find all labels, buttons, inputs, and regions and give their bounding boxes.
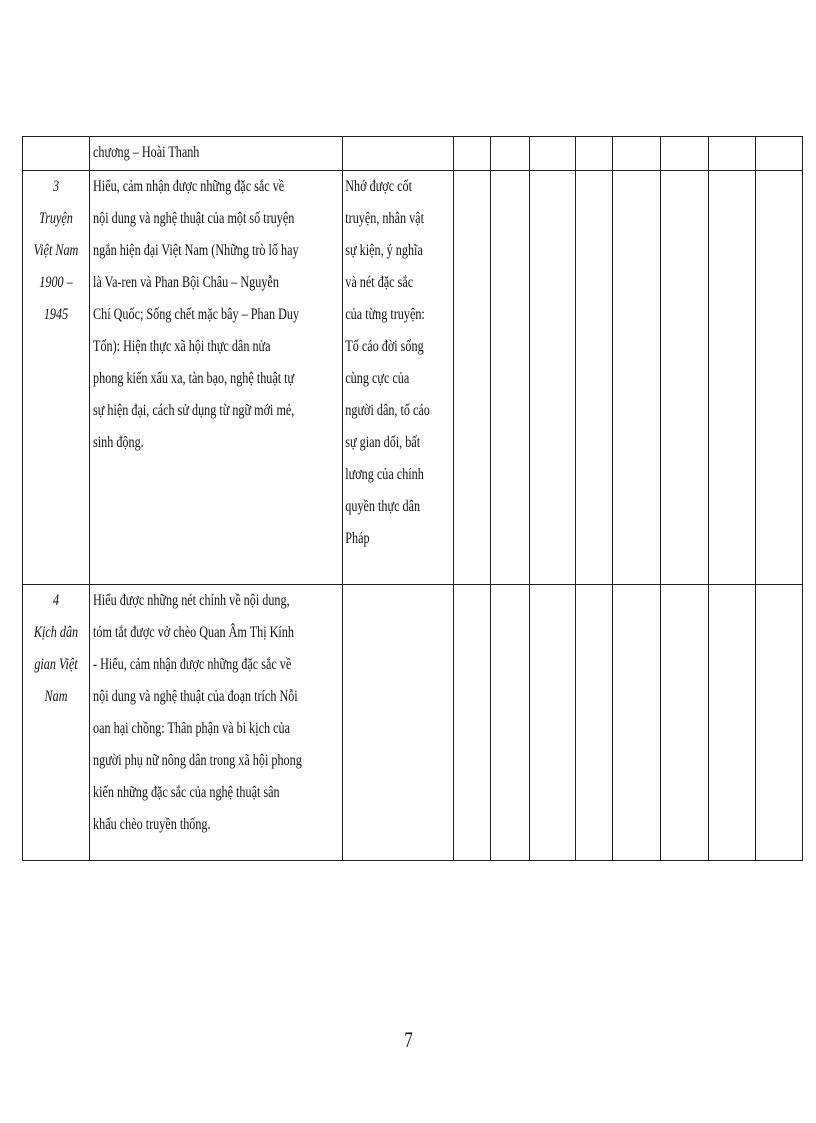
topic-label [31,171,81,331]
skill-line: cùng cực của [345,370,410,387]
topic-cell [23,171,90,585]
topic-line: 1945 [43,306,69,323]
empty-cell [530,585,576,861]
content-line: sự hiện đại, cách sử dụng từ ngữ mới mẻ, [93,402,295,419]
empty-cell [756,171,803,585]
empty-cell [530,171,576,585]
skill-line: truyện, nhân vật [345,210,424,227]
empty-cell [613,171,661,585]
content-cell [90,137,343,171]
table-row [23,137,803,171]
empty-cell [661,171,709,585]
empty-cell [454,171,491,585]
skill-line: người dân, tố cáo [345,402,430,419]
content-text [90,171,300,459]
topic-line: 4 [52,592,60,609]
content-line: phong kiến xấu xa, tàn bạo, nghệ thuật tự [93,370,295,387]
topic-cell [23,585,90,861]
empty-cell [709,137,756,171]
topic-cell [23,137,90,171]
content-text [90,585,302,841]
curriculum-table [22,136,803,861]
content-line: là Va-ren và Phan Bội Châu – Nguyễn [93,274,279,291]
empty-cell [491,585,530,861]
content-line: nội dung và nghệ thuật của đoạn trích Nỗi [93,688,298,705]
content-line: Hiểu được những nét chính về nội dung, [93,592,290,609]
content-line: Tốn): Hiện thực xã hội thực dân nửa [93,338,271,355]
skill-line: của từng truyện: [345,306,425,323]
topic-line: Truyện [39,210,73,227]
skill-line: lương của chính [345,466,424,483]
content-line: khấu chèo truyền thống. [93,816,211,833]
empty-cell [491,137,530,171]
skill-line: quyền thực dân [345,498,421,515]
empty-cell [491,171,530,585]
topic-line: 1900 – [39,274,73,291]
skill-line: Pháp [345,530,370,547]
skill-cell [343,171,454,585]
content-line: người phụ nữ nông dân trong xã hội phong [93,752,302,769]
content-line: Hiểu, cảm nhận được những đặc sắc về [93,178,285,195]
empty-cell [576,171,613,585]
content-line: oan hại chồng: Thân phận và bi kịch của [93,720,291,737]
topic-line: Việt Nam [33,242,79,259]
table-body [23,137,803,861]
content-line: - Hiểu, cảm nhận được những đặc sắc về [93,656,292,673]
content-line: chương – Hoài Thanh [93,144,200,161]
empty-cell [661,585,709,861]
empty-cell [454,585,491,861]
empty-cell [756,585,803,861]
skill-text [343,171,430,555]
content-line: sinh động. [93,434,144,451]
empty-cell [576,585,613,861]
table-row [23,171,803,585]
skill-line: Tố cáo đời sống [345,338,424,355]
topic-line: Kịch dân [33,624,79,641]
skill-line: sự kiện, ý nghĩa [345,242,423,259]
empty-cell [454,137,491,171]
skill-line: sự gian dối, bất [345,434,421,451]
empty-cell [661,137,709,171]
content-line: kiến những đặc sắc của nghệ thuật sân [93,784,280,801]
skill-line: và nét đặc sắc [345,274,414,291]
topic-line: Nam [44,688,68,705]
topic-label [31,585,81,713]
skill-cell [343,585,454,861]
empty-cell [756,137,803,171]
topic-line: gian Việt [34,656,78,673]
table-row [23,585,803,861]
content-line: ngắn hiện đại Việt Nam (Những trò lố hay [93,242,299,259]
empty-cell [613,137,661,171]
page-number [0,1026,816,1054]
content-text [90,137,282,169]
content-cell [90,171,343,585]
content-line: Chí Quốc; Sống chết mặc bây – Phan Duy [93,306,300,323]
skill-cell [343,137,454,171]
skill-line: Nhớ được cốt [345,178,413,195]
content-line: tóm tắt được vở chèo Quan Âm Thị Kính [93,624,294,641]
empty-cell [613,585,661,861]
content-cell [90,585,343,861]
page-number-text: 7 [403,1027,413,1052]
content-line: nội dung và nghệ thuật của một số truyện [93,210,295,227]
empty-cell [530,137,576,171]
empty-cell [709,585,756,861]
empty-cell [709,171,756,585]
topic-line: 3 [52,178,60,195]
empty-cell [576,137,613,171]
